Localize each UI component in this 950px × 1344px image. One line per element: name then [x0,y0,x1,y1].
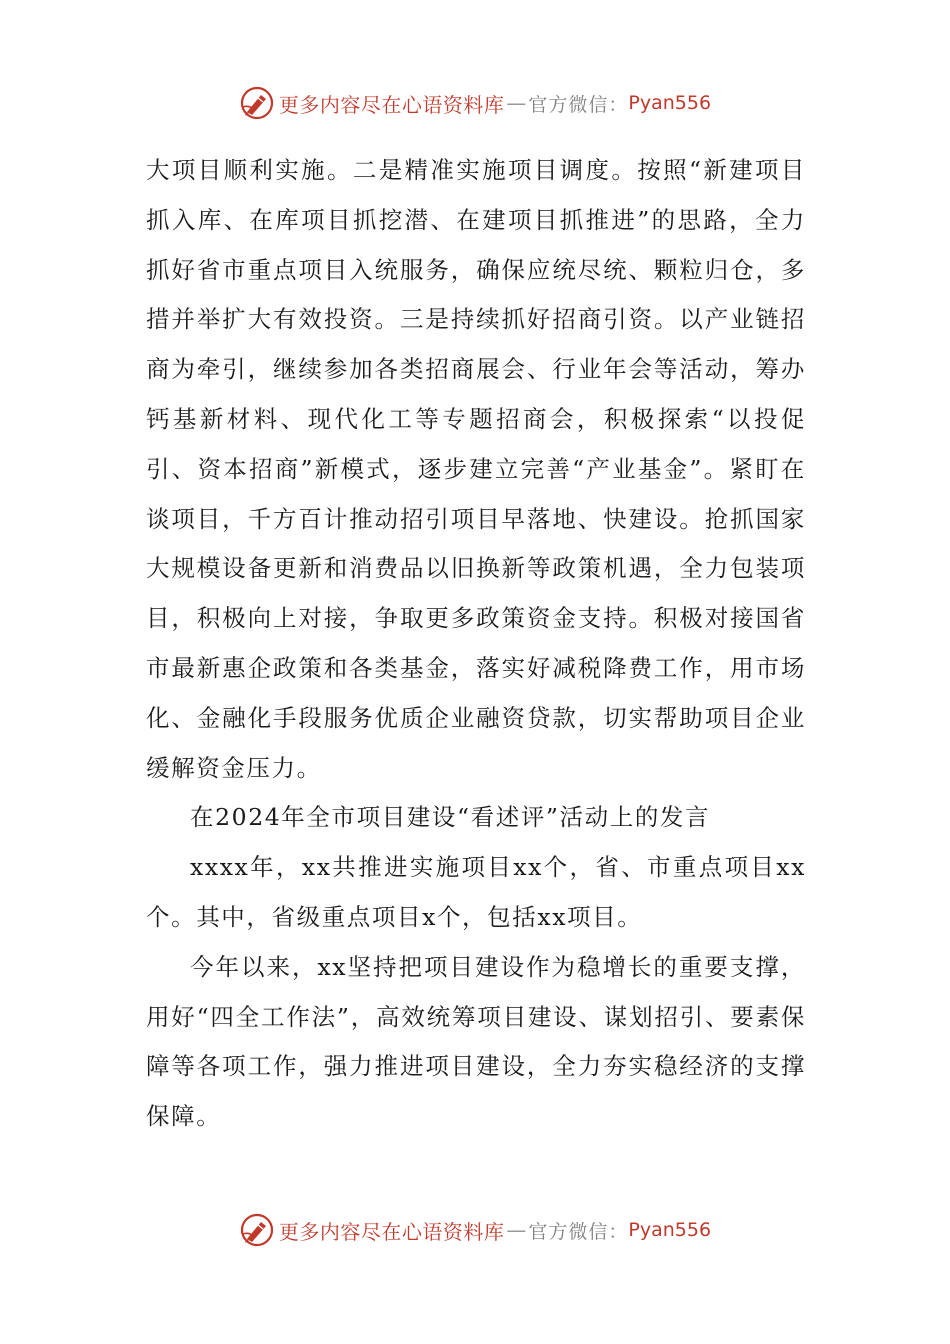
footer-banner [0,1210,950,1250]
paragraph-intro: 今年以来，xx坚持把项目建设作为稳增长的重要支撑，用好“四全工作法”，高效统筹项目建设、谋划招引、要素保障等各项工作，强力推进项目建设，全力夯实稳经济的支撑保障。 [146,952,806,1131]
footer-slogan: 更多内容尽在心语资料库 [278,1219,505,1244]
pen-nib-circle-logo [239,85,275,121]
header-banner [0,83,950,123]
footer-wechat-id: Pyan556 [628,1219,712,1241]
header-separator: — [506,91,527,115]
pen-nib-circle-logo [239,1212,275,1248]
header-wechat-id: Pyan556 [628,92,712,114]
document-body [146,146,806,1142]
paragraph-measures: 大项目顺利实施。二是精准实施项目调度。按照“新建项目抓入库、在库项目抓挖潜、在建项目抓推进”的思路，全力抓好省市重点项目入统服务，确保应统尽统、颗粒归仓，多措并举扩大有效投资。三是持续抓好招商引资。以产业链招商为牵引，继续参加各类招商展会、行业年会等活动，筹办钙基新材料、现代化工等专题招商会，积极探索“以投促引、资本招商”新模式，逐步建立完善“产业基金”。紧盯在谈项目，千方百计推动招引项目早落地、快建设。抢抓国家大规模设备更新和消费品以旧换新等政策机遇，全力包装项目，积极向上对接，争取更多政策资金支持。积极对接国省市最新惠企政策和各类基金，落实好减税降费工作，用市场化、金融化手段服务优质企业融资贷款，切实帮助项目企业缓解资金压力。 [146,156,806,782]
footer-official-label: 官方微信： [528,1220,629,1243]
paragraph-summary: xxxx年，xx共推进实施项目xx个，省、市重点项目xx个。其中，省级重点项目x个，包括xx项目。 [146,853,806,931]
section-title: 在2024年全市项目建设“看述评”活动上的发言 [190,803,711,832]
footer-separator: — [506,1218,527,1242]
header-official-label: 官方微信： [528,93,629,116]
header-slogan: 更多内容尽在心语资料库 [278,92,505,117]
